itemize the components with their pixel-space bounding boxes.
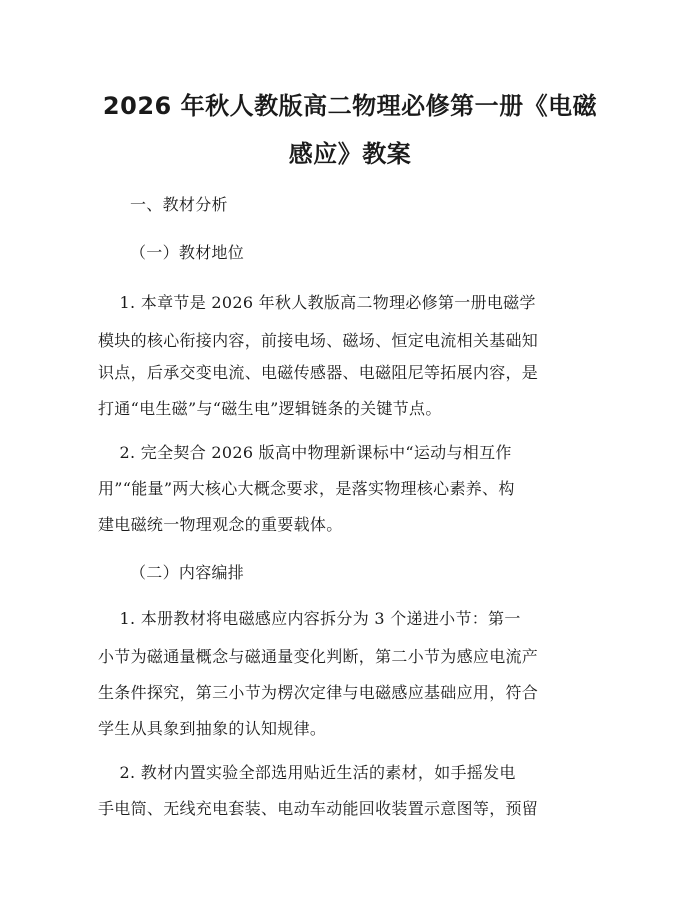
document-title-line-1: 2026 年秋人教版高二物理必修第一册《电磁 — [102, 92, 598, 120]
paragraph-2-line-2: 用”“能量”两大核心大概念要求，是落实物理核心素养、构 — [98, 479, 515, 498]
paragraph-2-line-1: 2. 完全契合 2026 版高中物理新课标中“运动与相互作 — [98, 443, 512, 462]
paragraph-1-line-4: 打通“电生磁”与“磁生电”逻辑链条的关键节点。 — [98, 399, 442, 418]
paragraph-4-line-1: 2. 教材内置实验全部选用贴近生活的素材，如手摇发电 — [98, 763, 516, 782]
section-heading-textbook-analysis: 一、教材分析 — [130, 195, 228, 214]
paragraph-3-line-3: 生条件探究，第三小节为楞次定律与电磁感应基础应用，符合 — [98, 683, 539, 702]
paragraph-2-line-3: 建电磁统一物理观念的重要载体。 — [98, 515, 343, 534]
paragraph-1-line-2: 模块的核心衔接内容，前接电场、磁场、恒定电流相关基础知 — [98, 331, 539, 350]
paragraph-3-line-4: 学生从具象到抽象的认知规律。 — [98, 719, 327, 738]
paragraph-1-line-1: 1. 本章节是 2026 年秋人教版高二物理必修第一册电磁学 — [98, 293, 536, 312]
paragraph-1-line-3: 识点，后承交变电流、电磁传感器、电磁阻尼等拓展内容，是 — [98, 363, 539, 382]
paragraph-3-line-1: 1. 本册教材将电磁感应内容拆分为 3 个递进小节：第一 — [98, 609, 521, 628]
document-title-line-2: 感应》教案 — [288, 140, 412, 168]
subsection-heading-textbook-position: （一）教材地位 — [130, 243, 245, 262]
paragraph-4-line-2: 手电筒、无线充电套装、电动车动能回收装置示意图等，预留 — [98, 799, 539, 818]
subsection-heading-content-arrangement: （二）内容编排 — [130, 563, 245, 582]
paragraph-3-line-2: 小节为磁通量概念与磁通量变化判断，第二小节为感应电流产 — [98, 647, 539, 666]
